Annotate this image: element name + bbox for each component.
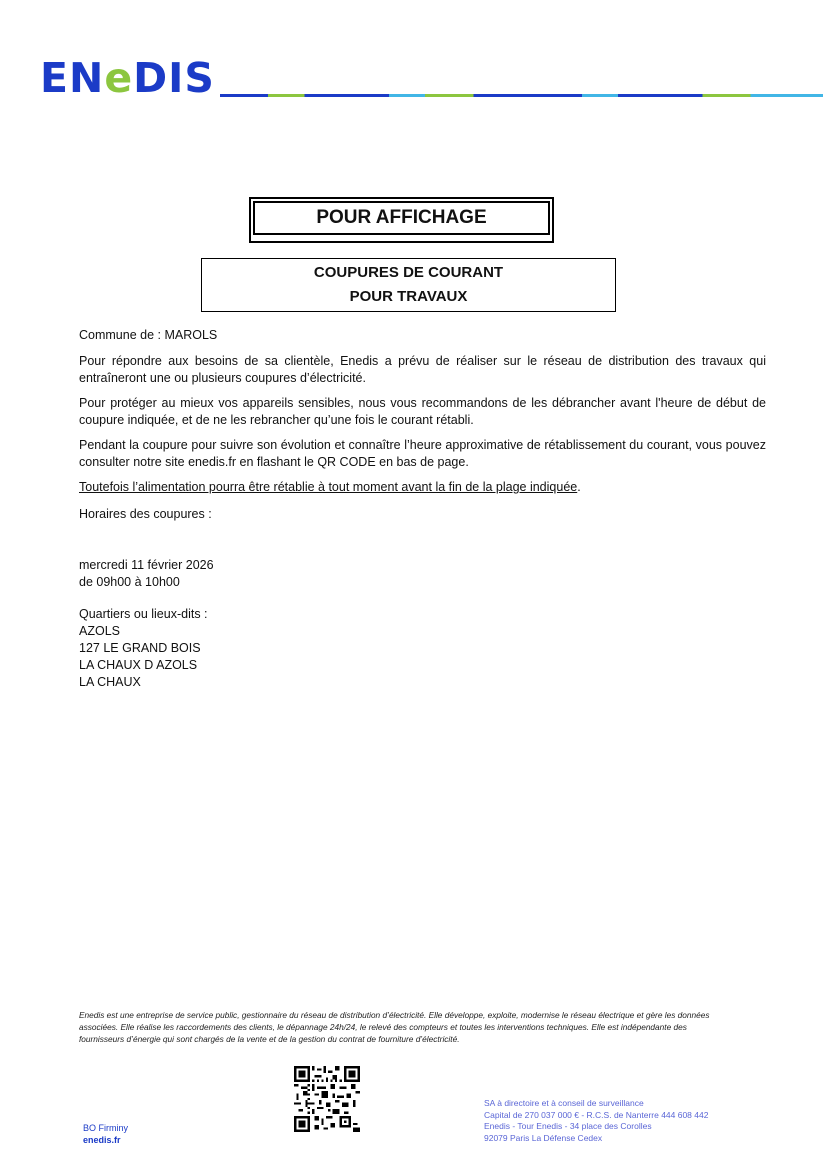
places-label: Quartiers ou lieux-dits : — [79, 607, 208, 621]
legal-line1: Enedis est une entreprise de service public, gestionnaire du réseau de distribution d’électricité. Elle développe, exploite, modernise le réseau électrique et gère les données — [79, 1010, 710, 1020]
legal-line2: associées. Elle réalise les raccordements des clients, le dépannage 24h/24, le relevé des compteurs et toutes les interventions techniques. Elle est indépendante des — [79, 1022, 687, 1032]
places-block — [79, 606, 208, 691]
subtitle-line1: COUPURES DE COURANT — [313, 264, 504, 281]
paragraph-3-text: Pendant la coupure pour suivre son évolution et connaître l’heure approximative de rétablissement du courant, vous pouvez consulter notre site enedis.fr en flashant le QR CODE en bas de page. — [79, 438, 766, 469]
place-item: LA CHAUX — [79, 675, 141, 689]
paragraph-4 — [79, 479, 766, 496]
enedis-logo — [40, 54, 215, 102]
qr-code-icon[interactable] — [294, 1066, 360, 1132]
subtitle-box — [201, 258, 616, 312]
logo-text-part3: DIS — [133, 54, 215, 102]
place-item: AZOLS — [79, 624, 120, 638]
paragraph-2 — [79, 395, 766, 429]
footer-right-line3: Enedis - Tour Enedis - 34 place des Corolles — [484, 1121, 652, 1131]
footer-right — [484, 1098, 708, 1144]
schedule-block — [79, 557, 214, 591]
commune-line: Commune de : MAROLS — [79, 328, 218, 342]
paragraph-1 — [79, 353, 766, 387]
legal-line3: fournisseurs d’énergie qui sont chargés de la vente et de la gestion du contrat de fourniture d’électricité. — [79, 1034, 460, 1044]
header-divider — [220, 94, 823, 97]
horaires-label: Horaires des coupures : — [79, 507, 212, 521]
schedule-date: mercredi 11 février 2026 — [79, 558, 214, 572]
paragraph-4-underlined: Toutefois l’alimentation pourra être rétablie à tout moment avant la fin de la plage indiquée — [79, 480, 578, 494]
logo-text-part1: EN — [40, 54, 105, 102]
paragraph-3 — [79, 437, 766, 471]
footer-site-link[interactable]: enedis.fr — [83, 1135, 121, 1145]
legal-notice — [79, 1009, 749, 1045]
logo-text-part2: e — [104, 54, 134, 102]
footer-right-line4: 92079 Paris La Défense Cedex — [484, 1132, 603, 1143]
paragraph-4-end: . — [577, 480, 581, 494]
paragraph-2-text: Pour protéger au mieux vos appareils sensibles, nous vous recommandons de les débrancher avant l'heure de début de coupure indiquée, et de ne les rebrancher qu’une fois le courant rétabli. — [79, 396, 766, 427]
place-item: LA CHAUX D AZOLS — [79, 658, 198, 672]
footer-office: BO Firminy — [83, 1123, 128, 1133]
footer-right-line1: SA à directoire et à conseil de surveillance — [484, 1098, 644, 1108]
footer-right-line2: Capital de 270 037 000 € - R.C.S. de Nanterre 444 608 442 — [484, 1109, 709, 1120]
title-box — [249, 197, 554, 243]
schedule-time: de 09h00 à 10h00 — [79, 575, 180, 589]
title-text: POUR AFFICHAGE — [253, 201, 550, 235]
place-item: 127 LE GRAND BOIS — [79, 641, 201, 655]
subtitle-line2: POUR TRAVAUX — [349, 288, 468, 305]
footer-left — [83, 1122, 128, 1146]
paragraph-1-text: Pour répondre aux besoins de sa clientèle, Enedis a prévu de réaliser sur le réseau de distribution des travaux qui entraîneront une ou plusieurs coupures d’électricité. — [79, 354, 766, 385]
